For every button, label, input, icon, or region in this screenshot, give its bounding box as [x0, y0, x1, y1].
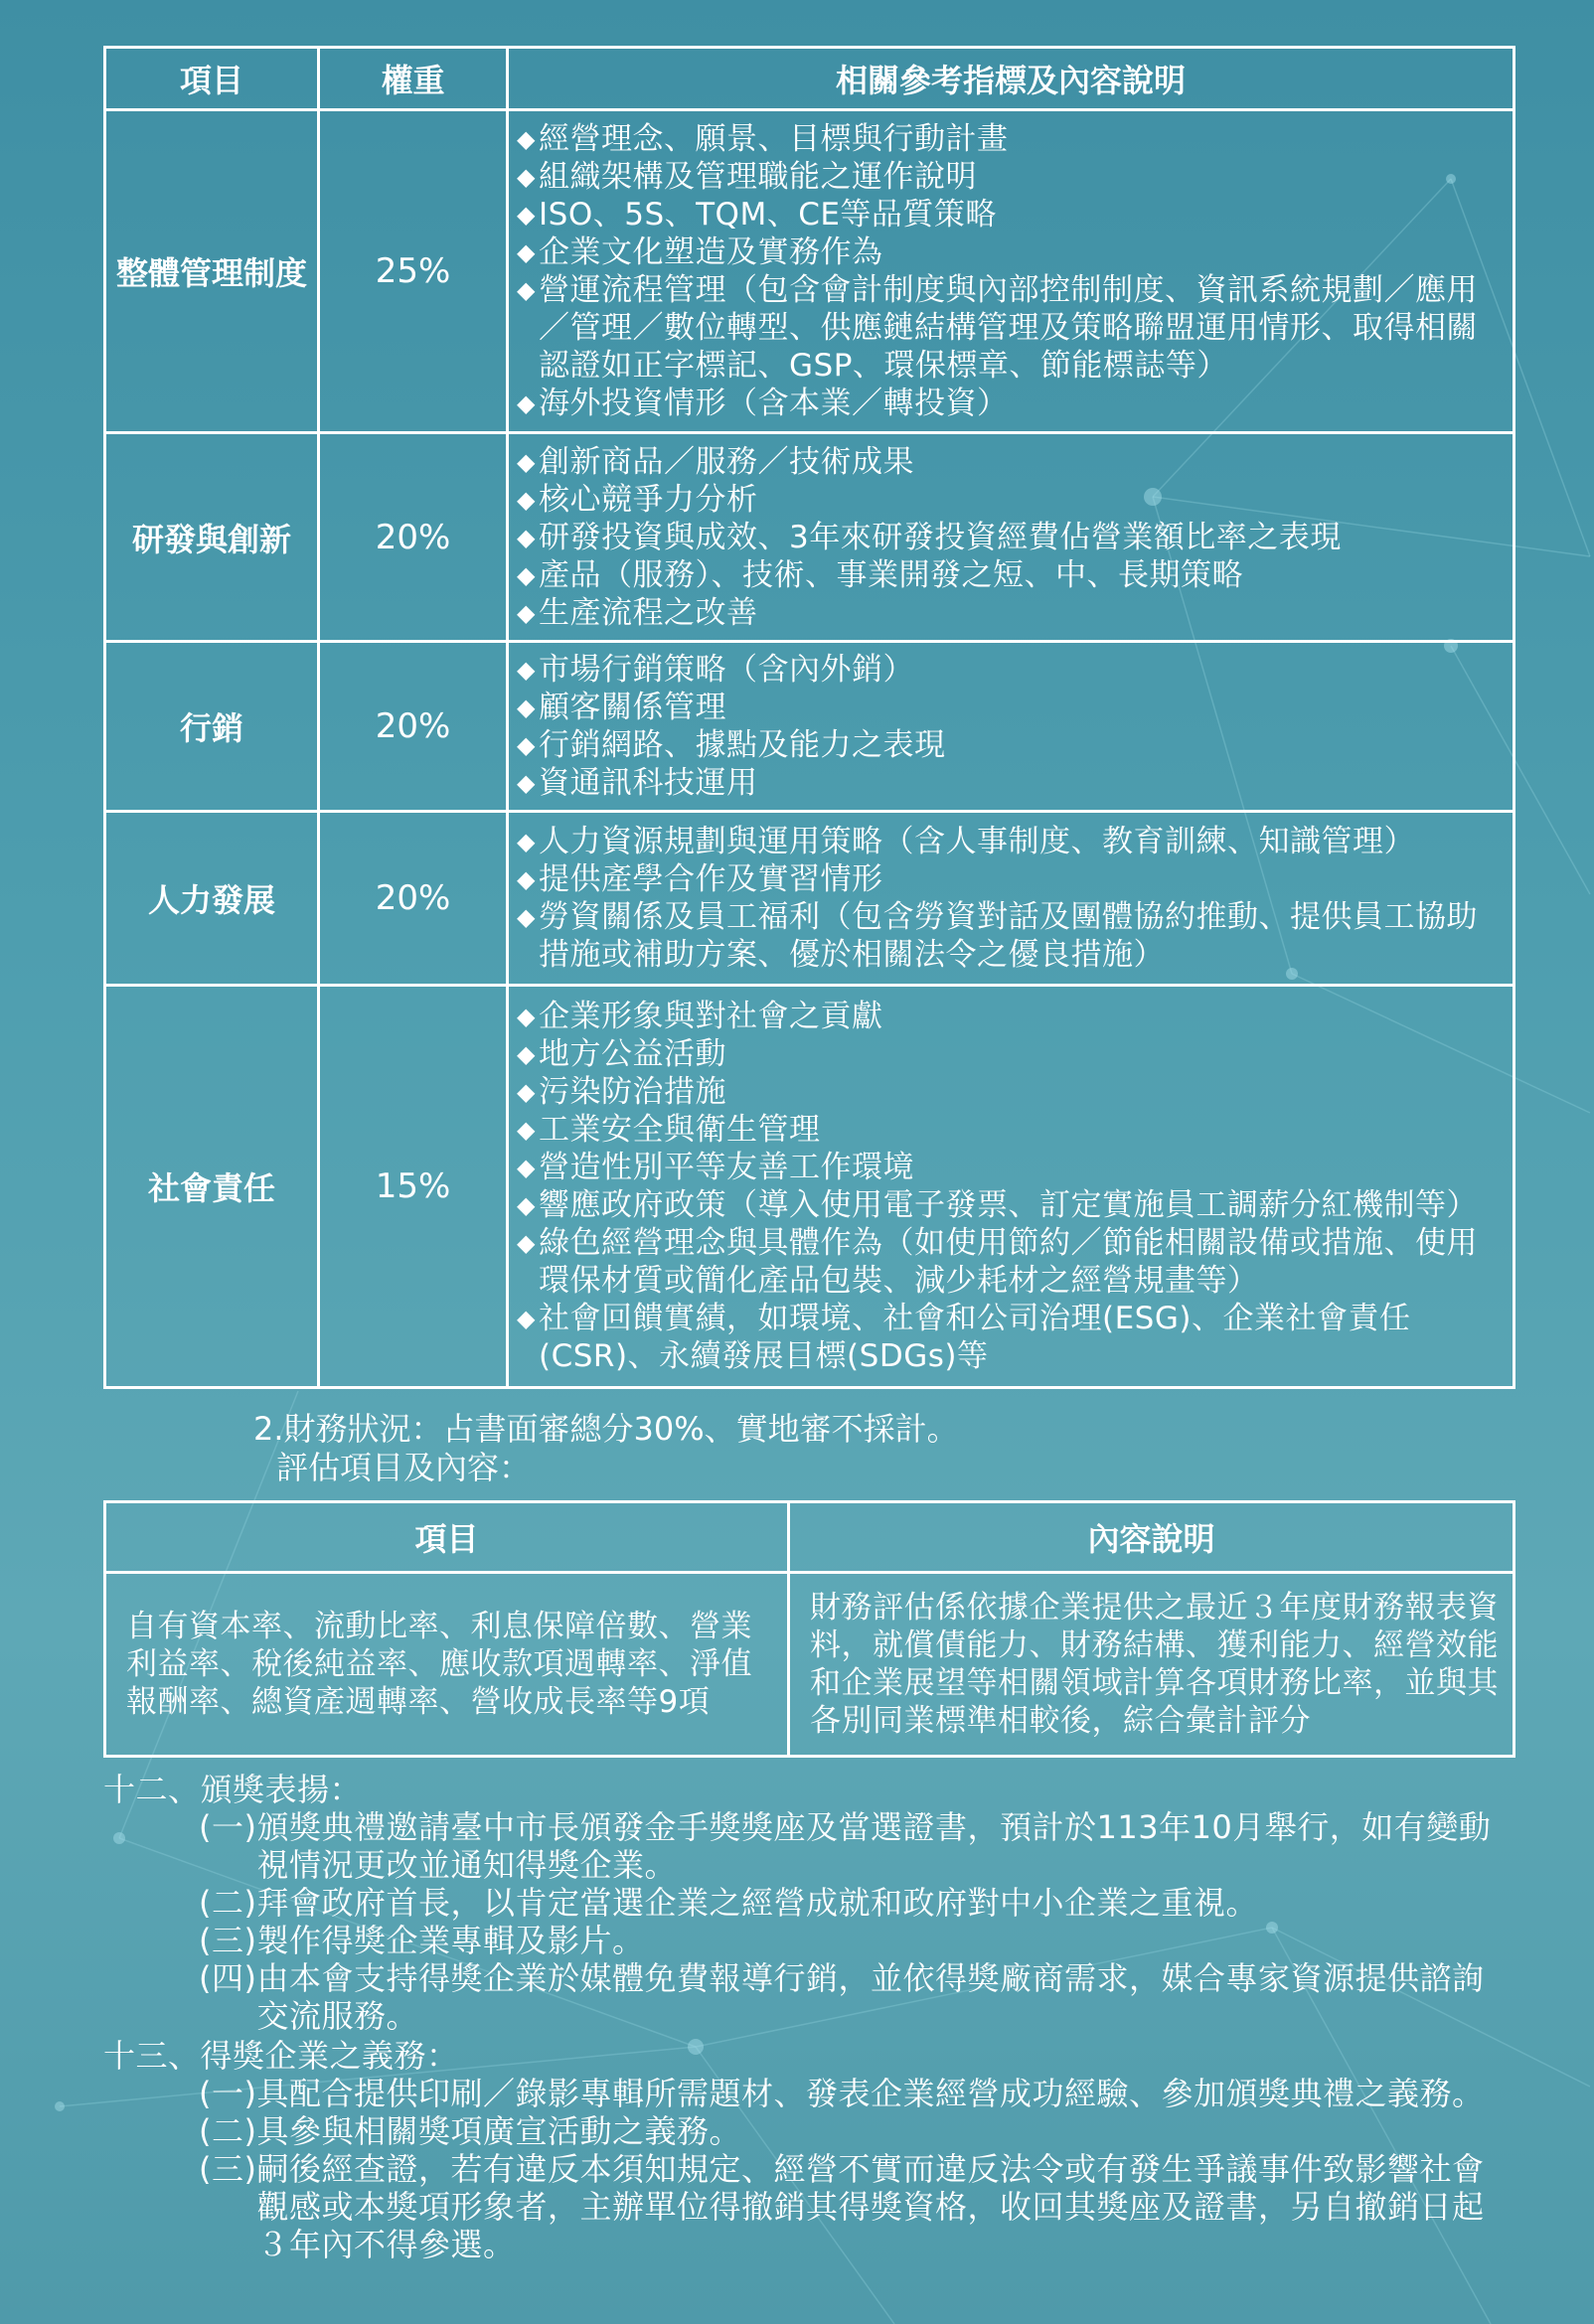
row-description — [508, 642, 1514, 812]
bullet-icon: ◆ — [517, 1040, 536, 1068]
evaluation-criteria-table — [103, 46, 1515, 1389]
list-item: ◆ 行銷網路、據點及能力之表現 — [517, 727, 946, 763]
finance-description: 財務評估係依據企業提供之最近３年度財務報表資料，就償債能力、財務結構、獲利能力、經營效能和企業展望等相關領域計算各項財務比率，並與其各別同業標準相較後，綜合彙計評分 — [789, 1573, 1514, 1757]
bullet-icon: ◆ — [517, 598, 536, 627]
list-item: ◆ ISO、5S、TQM、CE等品質策略 — [517, 197, 997, 232]
item-label: (二) — [199, 2112, 257, 2150]
list-item: ◆ 組織架構及管理職能之運作說明 — [517, 159, 977, 195]
list-item: ◆ 勞資關係及員工福利（包含勞資對話及團體協約推動、提供員工協助措施或補助方案、優於相關法令之優良措施） — [517, 899, 1478, 973]
bullet-icon: ◆ — [517, 276, 536, 304]
item-text: 嗣後經查證，若有違反本須知規定、經營不實而違反法令或有發生爭議事件致影響社會觀感或本獎項形象者，主辦單位得撤銷其得獎資格，收回其獎座及證書，另自撤銷日起３年內不得參選。 — [256, 2150, 1485, 2263]
header-item: 項目 — [105, 48, 319, 110]
item-text: 具配合提供印刷／錄影專輯所需題材、發表企業經營成功經驗、參加頒獎典禮之義務。 — [256, 2075, 1485, 2112]
header-item: 項目 — [105, 1502, 789, 1573]
row-weight: 20% — [319, 642, 508, 812]
list-item: ◆ 企業形象與對社會之貢獻 — [517, 999, 883, 1034]
list-item — [199, 2075, 1511, 2112]
finance-table — [103, 1500, 1515, 1758]
list-item — [199, 2150, 1511, 2263]
bullet-icon: ◆ — [517, 828, 536, 855]
list-item — [199, 1808, 1511, 1884]
list-item: ◆ 污染防治措施 — [517, 1074, 726, 1110]
list-item — [199, 2112, 1511, 2150]
list-item — [199, 1959, 1511, 2035]
item-text: 具參與相關獎項廣宣活動之義務。 — [256, 2112, 741, 2150]
table-header-row — [105, 1502, 1514, 1573]
row-category: 行銷 — [105, 642, 319, 812]
bullet-icon: ◆ — [517, 1154, 536, 1181]
section-heading: 十二、頒獎表揚： — [103, 1771, 363, 1808]
bullet-icon: ◆ — [517, 125, 536, 153]
item-label: (二) — [199, 1884, 257, 1922]
row-weight: 25% — [319, 110, 508, 433]
row-category: 人力發展 — [105, 812, 319, 986]
bullet-icon: ◆ — [517, 1305, 536, 1332]
list-item: ◆ 產品（服務）、技術、事業開發之短、中、長期策略 — [517, 556, 1243, 593]
table-row — [105, 110, 1514, 433]
item-label: (一) — [199, 1808, 257, 1846]
item-text: 由本會支持得獎企業於媒體免費報導行銷，並依得獎廠商需求，媒合專家資源提供諮詢交流服務。 — [256, 1959, 1485, 2035]
table-row — [105, 1573, 1514, 1757]
item-text: 拜會政府首長，以肯定當選企業之經營成就和政府對中小企業之重視。 — [256, 1884, 1258, 1922]
finance-title: 2.財務狀況：占書面審總分30%、實地審不採計。 — [253, 1410, 959, 1448]
list-item: ◆ 提供產學合作及實習情形 — [517, 861, 883, 897]
row-weight: 20% — [319, 433, 508, 642]
list-item: ◆ 響應政府政策（導入使用電子發票、訂定實施員工調薪分紅機制等） — [517, 1187, 1478, 1223]
item-label: (三) — [199, 2150, 257, 2188]
bullet-icon: ◆ — [517, 447, 536, 476]
bullet-icon: ◆ — [517, 1116, 536, 1144]
row-weight: 20% — [319, 812, 508, 986]
bullet-icon: ◆ — [517, 1003, 536, 1030]
list-item: ◆ 生產流程之改善 — [517, 594, 758, 631]
table-row — [105, 433, 1514, 642]
bullet-icon: ◆ — [517, 769, 536, 797]
bullet-icon: ◆ — [517, 238, 536, 266]
finance-items: 自有資本率、流動比率、利息保障倍數、營業利益率、稅後純益率、應收款項週轉率、淨值報酬率、總資產週轉率、營收成長率等9項 — [105, 1573, 789, 1757]
list-item: ◆ 創新商品／服務／技術成果 — [517, 443, 914, 480]
list-item: ◆ 營運流程管理（包含會計制度與內部控制制度、資訊系統規劃／應用／管理／數位轉型、供應鏈結構管理及策略聯盟運用情形、取得相關認證如正字標記、GSP、環保標章、節能標誌等） — [517, 272, 1478, 384]
bullet-icon: ◆ — [517, 903, 536, 931]
bullet-icon: ◆ — [517, 201, 536, 229]
list-item: ◆ 市場行銷策略（含內外銷） — [517, 652, 914, 688]
bullet-icon: ◆ — [517, 694, 536, 721]
item-text: 頒獎典禮邀請臺中市長頒發金手獎獎座及當選證書，預計於113年10月舉行，如有變動視情況更改並通知得獎企業。 — [256, 1808, 1492, 1884]
item-label: (三) — [199, 1922, 257, 1959]
row-description — [508, 986, 1514, 1388]
table-header-row — [105, 48, 1514, 110]
list-item: ◆ 人力資源規劃與運用策略（含人事制度、教育訓練、知識管理） — [517, 824, 1415, 859]
list-item: ◆ 地方公益活動 — [517, 1036, 726, 1072]
row-description — [508, 433, 1514, 642]
bullet-icon: ◆ — [517, 523, 536, 551]
list-item: ◆ 研發投資與成效、3年來研發投資經費佔營業額比率之表現 — [517, 519, 1342, 555]
row-category: 研發與創新 — [105, 433, 319, 642]
list-item: ◆ 經營理念、願景、目標與行動計畫 — [517, 121, 1009, 157]
table-row — [105, 642, 1514, 812]
row-category: 整體管理制度 — [105, 110, 319, 433]
list-item: ◆ 顧客關係管理 — [517, 690, 726, 725]
bullet-icon: ◆ — [517, 163, 536, 191]
row-category: 社會責任 — [105, 986, 319, 1388]
bullet-icon: ◆ — [517, 731, 536, 759]
bullet-icon: ◆ — [517, 485, 536, 514]
row-description — [508, 812, 1514, 986]
list-item: ◆ 企業文化塑造及實務作為 — [517, 234, 883, 270]
bullet-icon: ◆ — [517, 865, 536, 893]
item-label: (一) — [199, 2075, 257, 2112]
bullet-icon: ◆ — [517, 1191, 536, 1219]
item-label: (四) — [199, 1959, 257, 1997]
bullet-icon: ◆ — [517, 1229, 536, 1257]
header-description: 相關參考指標及內容說明 — [508, 48, 1514, 110]
bullet-icon: ◆ — [517, 560, 536, 589]
list-item: ◆ 綠色經營理念與具體作為（如使用節約／節能相關設備或措施、使用環保材質或簡化產品包裝、減少耗材之經營規畫等） — [517, 1225, 1478, 1299]
row-weight: 15% — [319, 986, 508, 1388]
finance-subtitle: 評估項目及內容： — [276, 1449, 532, 1486]
section-heading: 十三、得獎企業之義務： — [103, 2037, 459, 2075]
list-item: ◆ 資通訊科技運用 — [517, 765, 758, 801]
list-item — [199, 1922, 1511, 1959]
list-item: ◆ 社會回饋實績，如環境、社會和公司治理(ESG)、企業社會責任(CSR)、永續發展目標(SDGs)等 — [517, 1301, 1411, 1374]
table-row — [105, 986, 1514, 1388]
list-item: ◆ 工業安全與衛生管理 — [517, 1112, 821, 1148]
header-weight: 權重 — [319, 48, 508, 110]
bullet-icon: ◆ — [517, 656, 536, 684]
bullet-icon: ◆ — [517, 389, 536, 417]
item-text: 製作得獎企業專輯及影片。 — [256, 1922, 645, 1959]
list-item: ◆ 營造性別平等友善工作環境 — [517, 1150, 914, 1185]
list-item: ◆ 核心競爭力分析 — [517, 481, 758, 518]
row-description — [508, 110, 1514, 433]
table-row — [105, 812, 1514, 986]
list-item: ◆ 海外投資情形（含本業／轉投資） — [517, 386, 1009, 421]
bullet-icon: ◆ — [517, 1078, 536, 1106]
list-item — [199, 1884, 1511, 1922]
header-content: 內容說明 — [789, 1502, 1514, 1573]
